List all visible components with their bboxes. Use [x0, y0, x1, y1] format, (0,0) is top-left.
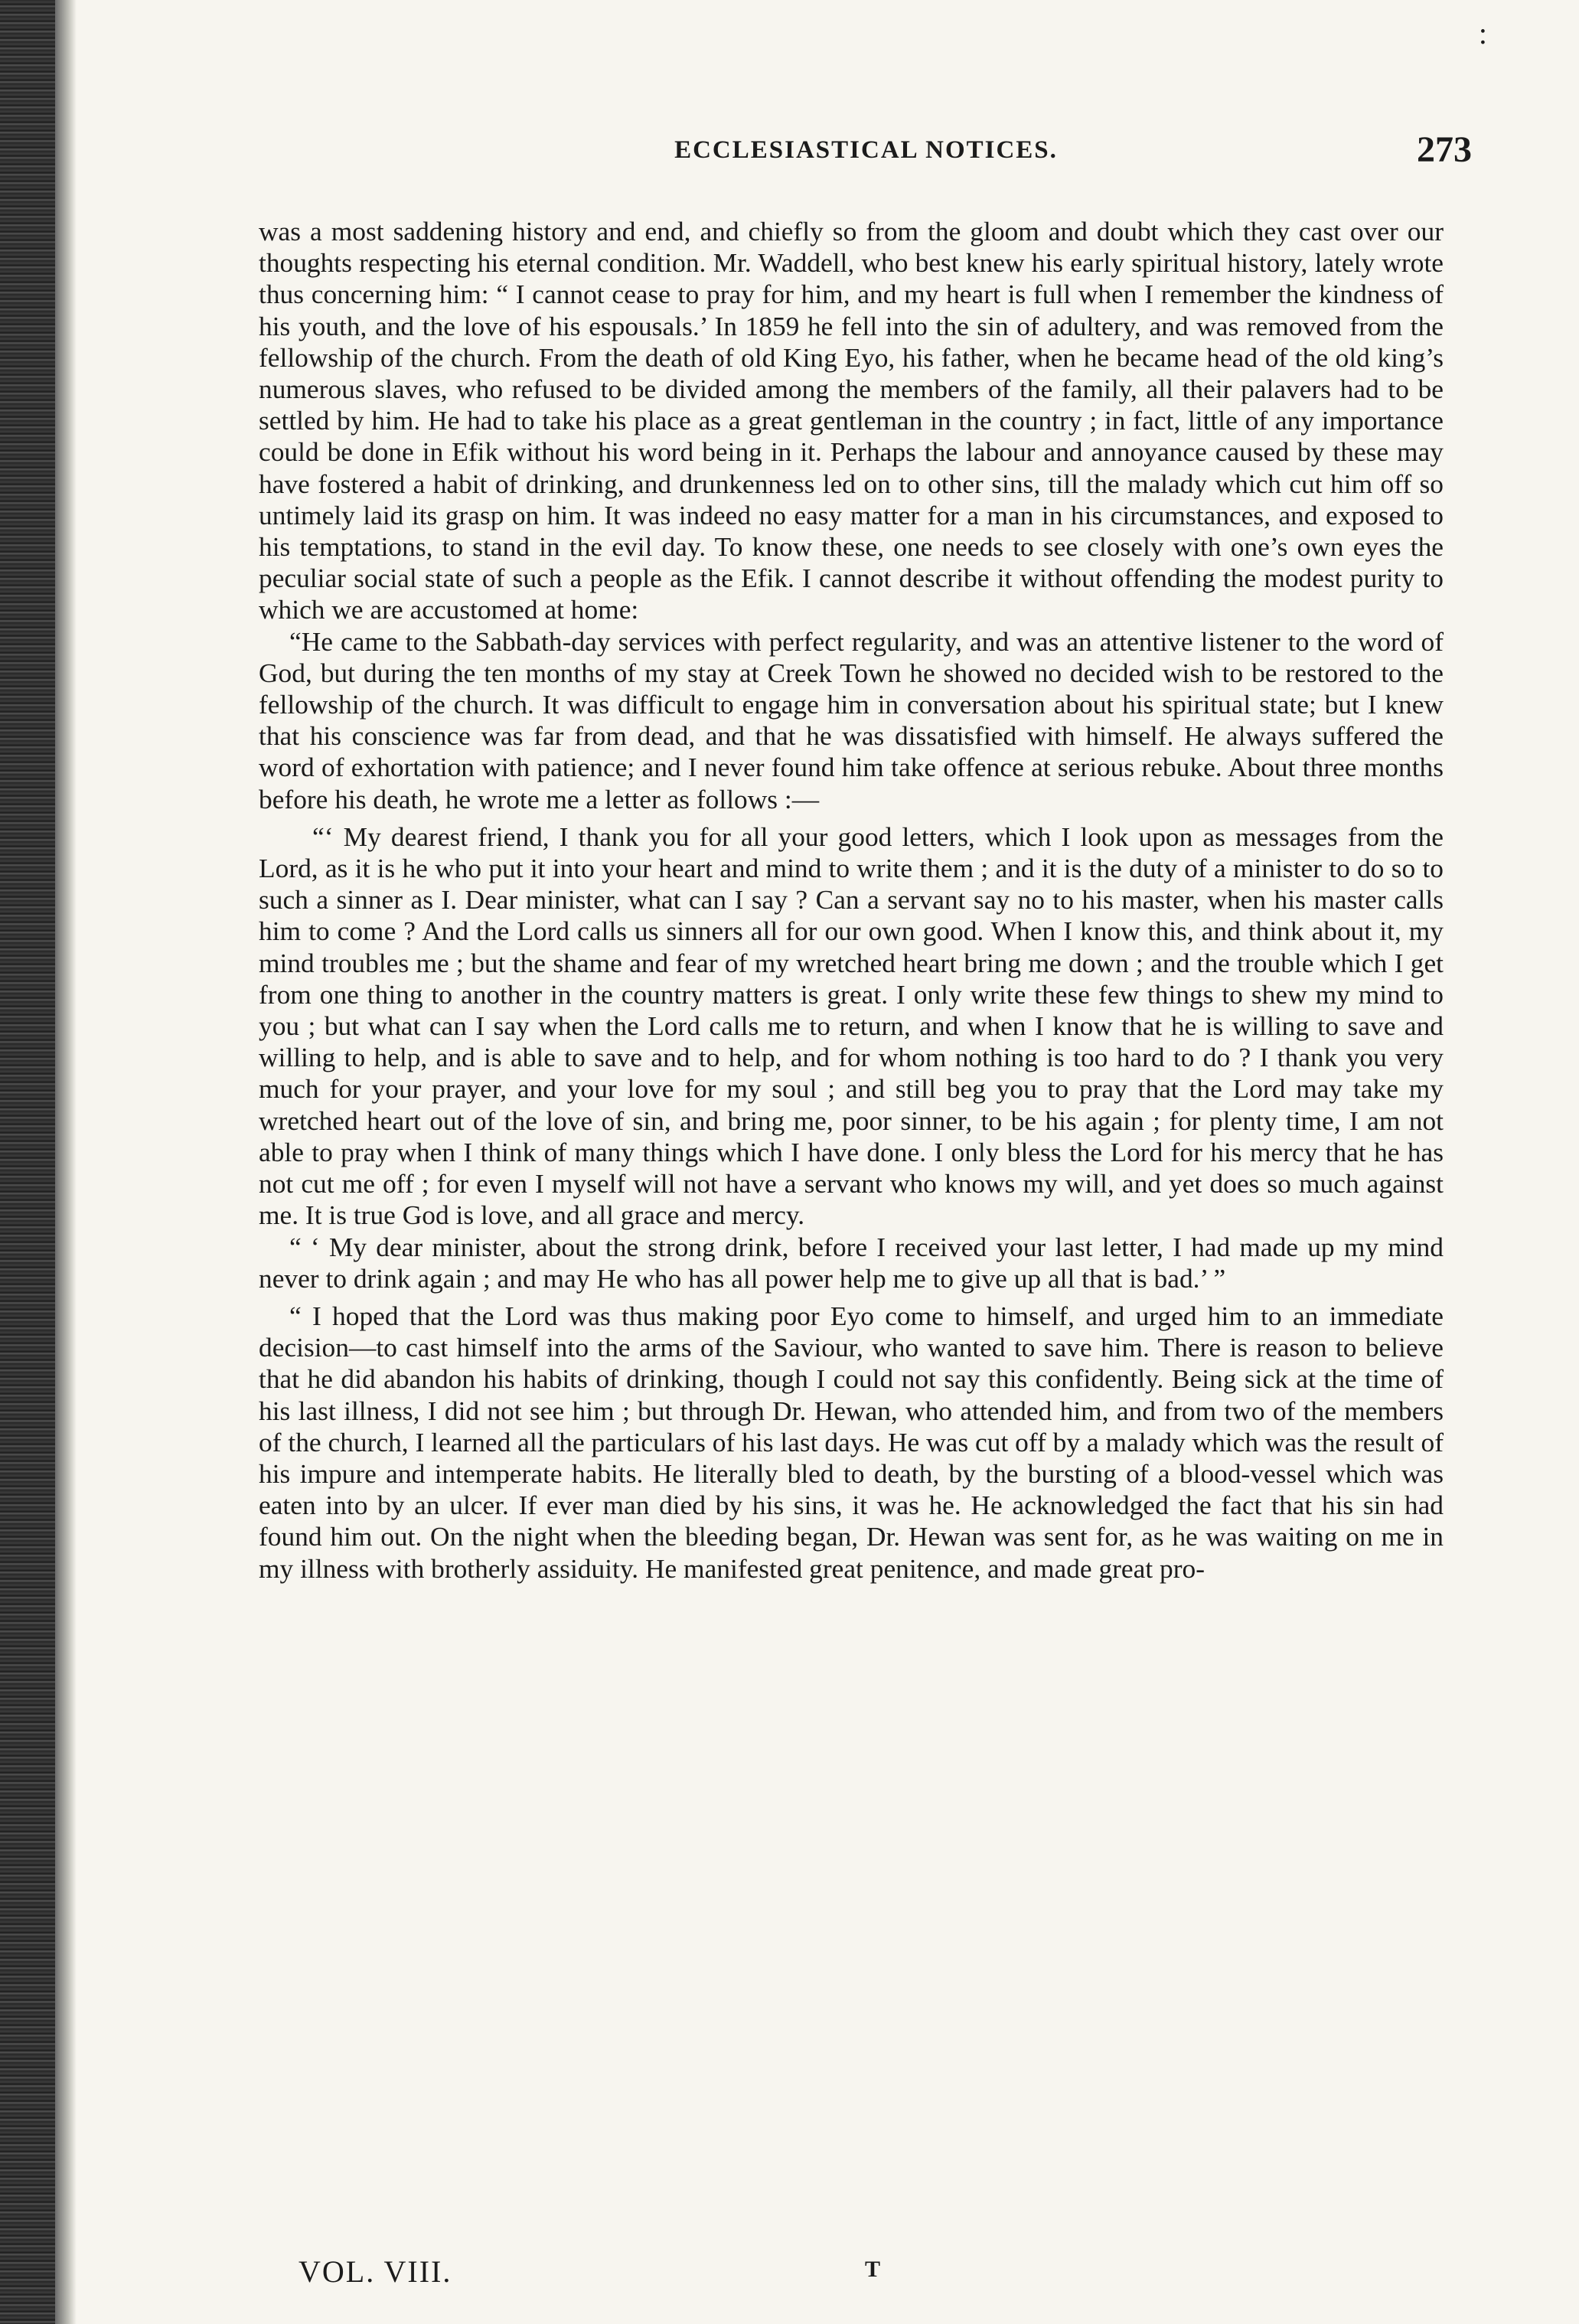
page-number: 273	[1417, 129, 1472, 170]
book-binding-edge	[0, 0, 55, 2324]
page-footer	[299, 2254, 987, 2300]
margin-mark: :	[1478, 16, 1487, 51]
volume-signature: VOL. VIII.	[299, 2254, 452, 2289]
gathering-mark: T	[865, 2257, 881, 2282]
paragraph-last-days: “ I hoped that the Lord was thus making poor Eyo come to himself, and urged him to an immediate decision—to cast himself into the arms of the Saviour, who wanted to save him. There is reason to believe that he did abandon his habits of drinking, though I could not say this confidently. Being sick at the time of his last illness, I did not see him ; but through Dr. Hewan, who attended him, and from two of the members of the church, I learned all the particulars of his last days. He was cut off by a malady which was the result of his impure and intemperate habits. He literally bled to death, by the bursting of a blood-vessel which was eaten into by an ulcer. If ever man died by his sins, it was he. He acknowledged the fact that his sin had found him out. On the night when the bleeding began, Dr. Hewan was sent for, as he was waiting on me in my illness with brotherly assiduity. He manifested great penitence, and made great pro-	[259, 1300, 1444, 1584]
paragraph-sabbath: “He came to the Sabbath-day services with perfect regularity, and was an attentive listener to the word of God, but during the ten months of my stay at Creek Town he showed no decided wish to be restored to the fellowship of the church. It was difficult to engage him in conversation about his spiritual state; but I knew that his conscience was far from dead, and that he was dissatisfied with himself. He always suffered the word of exhortation with patience; and I never found him take offence at serious rebuke. About three months before his death, he wrote me a letter as follows :—	[259, 625, 1444, 814]
paragraph-history: was a most saddening history and end, and chiefly so from the gloom and doubt which they cast over our thoughts respecting his eternal condition. Mr. Waddell, who best knew his early spiritual history, lately wrote thus concerning him: “ I cannot cease to pray for him, and my heart is full when I remember the kindness of his youth, and the love of his espousals.’ In 1859 he fell into the sin of adultery, and was removed from the fellowship of the church. From the death of old King Eyo, his father, when he became head of the old king’s numerous slaves, who refused to be divided among the members of the family, all their palavers had to be settled by him. He had to take his place as a great gentleman in the country ; in fact, little of any importance could be done in Efik without his word being in it. Perhaps the labour and annoyance caused by these may have fostered a habit of drinking, and drunkenness led on to other sins, till the malady which cut him off so untimely laid its grasp on him. It was indeed no easy matter for a man in his circumstances, and exposed to his temptations, to stand in the evil day. To know these, one needs to see closely with one’s own eyes the peculiar social state of such a people as the Efik. I cannot describe it without offending the modest purity to which we are accustomed at home:	[259, 216, 1444, 625]
running-head: ECCLESIASTICAL NOTICES.	[674, 136, 1058, 164]
paragraph-strong-drink: “ ‘ My dear minister, about the strong drink, before I received your last letter, I had made up my mind never to drink again ; and may He who has all power help me to give up all that is bad.’ ”	[259, 1231, 1444, 1294]
paragraph-letter: “‘ My dearest friend, I thank you for all your good letters, which I look upon as messages from the Lord, as it is he who put it into your heart and mind to write them ; and it is the duty of a minister to do so to such a sinner as I. Dear minister, what can I say ? Can a servant say no to his master, when his master calls him to come ? And the Lord calls us sinners all for our own good. When I know this, and think about it, my mind troubles me ; but the shame and fear of my wretched heart bring me down ; and the trouble which I get from one thing to another in the country matters is great. I only write these few things to shew my mind to you ; but what can I say when the Lord calls me to return, and when I know that he is willing to save and willing to help, and is able to save and to help, and for whom nothing is too hard to do ? I thank you very much for your prayer, and your love for my soul ; and still beg you to pray that the Lord may take my wretched heart out of the love of sin, and bring me, poor sinner, to be his again ; for plenty time, I am not able to pray when I think of many things which I have done. I only bless the Lord for his mercy that he has not cut me off ; for even I myself will not have a servant who knows my will, and yet does so much against me. It is true God is love, and all grace and mercy.	[259, 821, 1444, 1231]
binding-shadow	[55, 0, 77, 2324]
page-body	[259, 216, 1444, 1585]
page-header	[260, 129, 1472, 182]
